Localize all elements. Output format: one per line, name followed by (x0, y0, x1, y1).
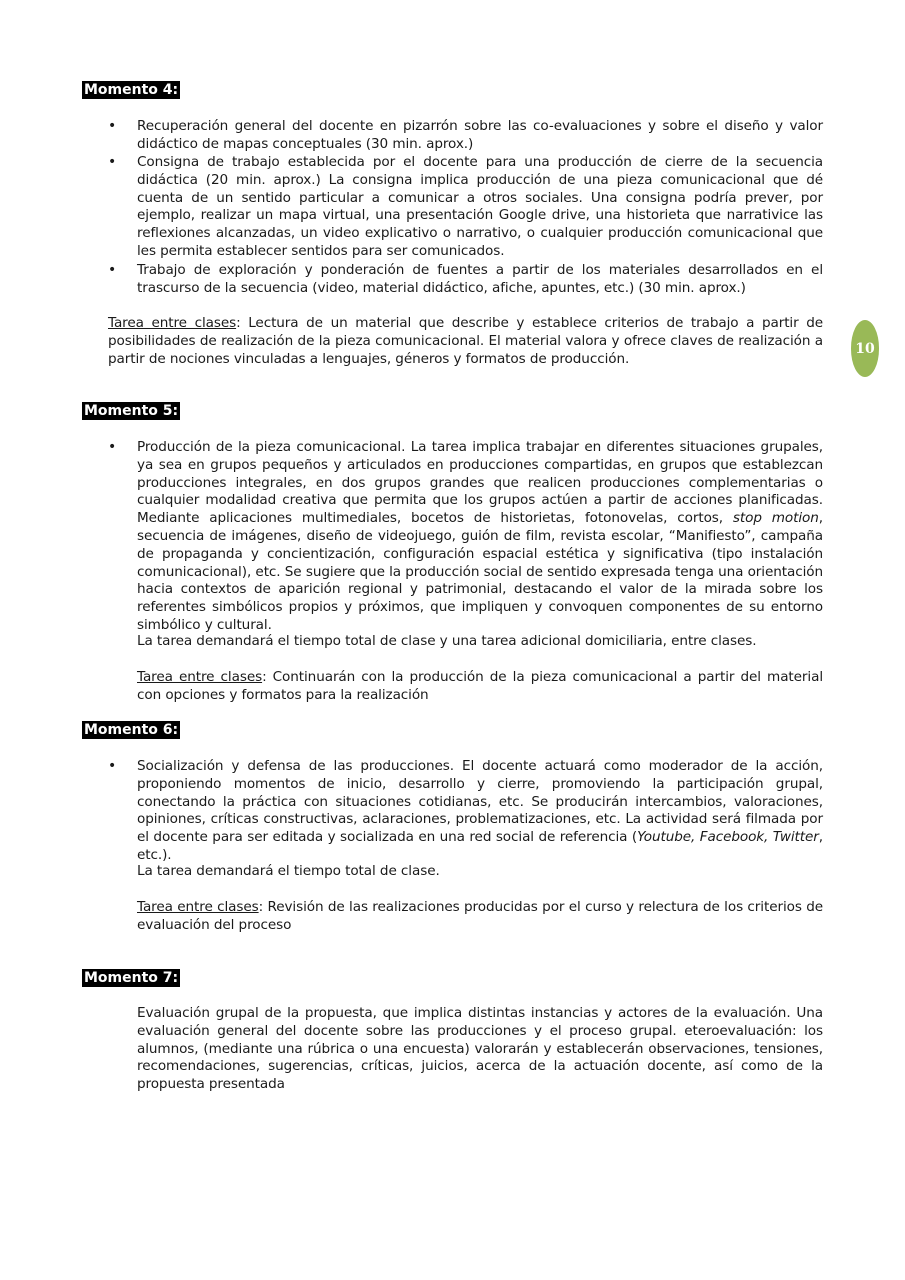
bullet-icon: • (108, 439, 117, 455)
tarea-text: : Revisión de las realizaciones producidas por el curso y relectura de los criterios de evaluación del proceso (137, 899, 823, 933)
page-number-badge: 10 (851, 320, 879, 377)
text-run: , etc.). (137, 829, 823, 863)
momento-4-heading: Momento 4: (84, 82, 179, 98)
momento-4-tarea (108, 315, 823, 368)
momento-6-item-1-note: La tarea demandará el tiempo total de clase. (137, 863, 440, 879)
bullet-icon: • (108, 262, 117, 278)
momento-5-item-1-note: La tarea demandará el tiempo total de clase y una tarea adicional domiciliaria, entre clases. (137, 633, 757, 649)
italic-run: stop motion (732, 510, 819, 527)
text-run: Producción de la pieza comunicacional. La tarea implica trabajar en diferentes situaciones grupales, ya sea en grupos pequeños y articulados en producciones compartidas, en grupos que establezcan producciones integrales, en dos grupos grandes que realicen producciones complementarias o cualquier modalidad creativa que permita que los grupos actúen a partir de acciones planificadas. Mediante aplicaciones multimediales, bocetos de historietas, fotonovelas, cortos, (137, 439, 823, 527)
tarea-label: Tarea entre clases (108, 315, 237, 331)
momento-6-tarea (137, 899, 823, 935)
tarea-text: : Continuarán con la producción de la pieza comunicacional a partir del material con opciones y formatos para la realización (137, 669, 823, 703)
momento-7-text: Evaluación grupal de la propuesta, que implica distintas instancias y actores de la evaluación. Una evaluación general del docente sobre las producciones y el proceso grupal. eteroevaluación: los alumnos, (mediante una rúbrica o una encuesta) valorarán y establecerán observaciones, tensiones, recomendaciones, sugerencias, críticas, juicios, acerca de la actuación docente, así como de la propuesta presentada (137, 1005, 823, 1093)
momento-5-tarea (137, 669, 823, 705)
bullet-icon: • (108, 154, 117, 170)
italic-run: Youtube, Facebook, Twitter (637, 829, 819, 846)
tarea-text: : Lectura de un material que describe y establece criterios de trabajo a partir de posibilidades de realización de la pieza comunicacional. El material valora y ofrece claves de realización a partir de nociones vinculadas a lenguajes, géneros y formatos de producción. (108, 315, 824, 367)
momento-4-item-1: Recuperación general del docente en pizarrón sobre las co-evaluaciones y sobre el diseño y valor didáctico de mapas conceptuales (30 min. aprox.) (137, 118, 823, 152)
momento-5-heading: Momento 5: (84, 403, 179, 419)
bullet-icon: • (108, 118, 117, 134)
bullet-icon: • (108, 758, 117, 774)
tarea-label: Tarea entre clases (137, 669, 263, 685)
tarea-label: Tarea entre clases (137, 899, 259, 915)
momento-4-item-2: Consigna de trabajo establecida por el docente para una producción de cierre de la secuencia didáctica (20 min. aprox.) La consigna implica producción de una pieza comunicacional que dé cuenta de un sentido particular a comunicar a otros sociales. Una consigna podría prever, por ejemplo, realizar un mapa virtual, una presentación Google drive, una historieta que narrativice las reflexiones alcanzadas, un video explicativo o narrativo, o cualquier producción comunicacional que les permita establecer sentidos para ser comunicados. (137, 154, 823, 259)
momento-7-heading: Momento 7: (84, 970, 179, 986)
momento-6-item-1 (137, 758, 823, 865)
text-run: , secuencia de imágenes, diseño de videojuego, guión de film, revista escolar, “Manifiesto”, campaña de propaganda y concientización, configuración espacial estética y significativa (tipo instalación comunicacional), etc. Se sugiere que la producción social de sentido expresada tenga una orientación hacia contextos de aparición regional y patrimonial, destacando el valor de la mirada sobre los referentes simbólicos propios y próximos, que impliquen y convoquen componentes de su entorno simbólico y cultural. (137, 510, 823, 633)
momento-6-heading: Momento 6: (84, 722, 179, 738)
momento-5-item-1 (137, 439, 823, 635)
text-run: Socialización y defensa de las producciones. El docente actuará como moderador de la acción, proponiendo momentos de inicio, desarrollo y cierre, promoviendo la participación grupal, conectando la práctica con situaciones cotidianas, etc. Se producirán intercambios, valoraciones, opiniones, críticas constructivas, aclaraciones, problematizaciones, etc. La actividad será filmada por el docente para ser editada y socializada en una red social de referencia ( (137, 758, 823, 846)
momento-4-item-3: Trabajo de exploración y ponderación de fuentes a partir de los materiales desarrollados en el trascurso de la secuencia (video, material didáctico, afiche, apuntes, etc.) (30 min. aprox.) (137, 262, 823, 296)
